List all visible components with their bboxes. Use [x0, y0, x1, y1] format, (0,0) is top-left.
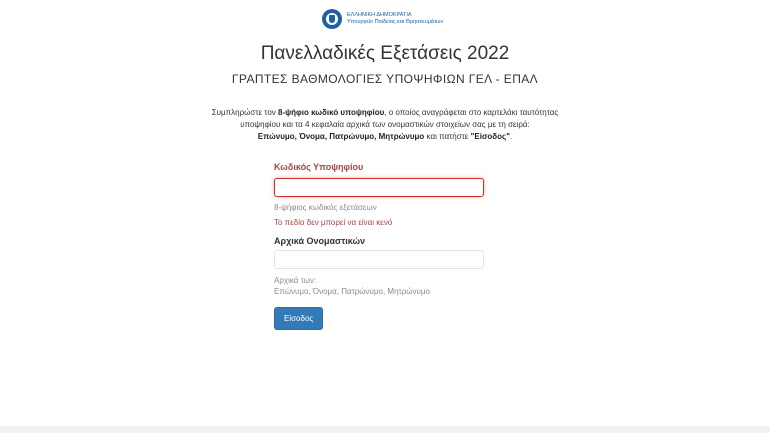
- candidate-code-input[interactable]: [274, 178, 484, 197]
- initials-help-line-1: Αρχικά των:: [274, 276, 317, 285]
- ministry-logo: [322, 8, 443, 30]
- logo-line-2: Υπουργείο Παιδείας και Θρησκευμάτων: [347, 19, 444, 25]
- candidate-code-error: Το πεδίο δεν μπορεί να είναι κενό: [274, 218, 393, 227]
- intro-text-2: , ο οποίος αναγράφεται στο καρτελάκι ταυτότητας υποψηφίου και τα 4 κεφαλαία αρχικά των ονομαστικών στοιχείων σας με τη σειρά:: [240, 108, 559, 129]
- intro-text-3: και πατήστε: [424, 132, 471, 141]
- intro-bold-code: 8-ψήφιο κωδικό υποψηφίου: [278, 108, 385, 117]
- initials-input[interactable]: [274, 250, 484, 269]
- initials-help: [274, 275, 486, 297]
- intro-bold-submit: "Είσοδος": [470, 132, 510, 141]
- logo-text: [347, 12, 443, 26]
- intro-text-4: .: [510, 132, 513, 141]
- submit-button[interactable]: Είσοδος: [274, 307, 323, 330]
- candidate-code-help: 8-ψήφιος κωδικός εξετάσεων: [274, 203, 377, 212]
- login-form: [274, 160, 486, 330]
- intro-bold-names: Επώνυμο, Όνομα, Πατρώνυμο, Μητρώνυμο: [257, 132, 425, 141]
- logo-line-1: ΕΛΛΗΝΙΚΗ ΔΗΜΟΚΡΑΤΙΑ: [347, 12, 412, 18]
- initials-help-line-2: Επώνυμο, Όνομα, Πατρώνυμο, Μητρώνυμο: [274, 287, 430, 296]
- footer-bar: [0, 426, 770, 433]
- candidate-code-label: Κωδικός Υποψηφίου: [274, 162, 364, 172]
- page-title: Πανελλαδικές Εξετάσεις 2022: [260, 43, 510, 64]
- greek-seal-icon: [322, 9, 342, 29]
- instructions: [200, 107, 570, 143]
- intro-text-1: Συμπληρώστε τον: [211, 108, 279, 117]
- initials-label: Αρχικά Ονομαστικών: [274, 236, 366, 246]
- page-subtitle: ΓΡΑΠΤΕΣ ΒΑΘΜΟΛΟΓΙΕΣ ΥΠΟΨΗΦΙΩΝ ΓΕΛ - ΕΠΑΛ: [231, 72, 539, 86]
